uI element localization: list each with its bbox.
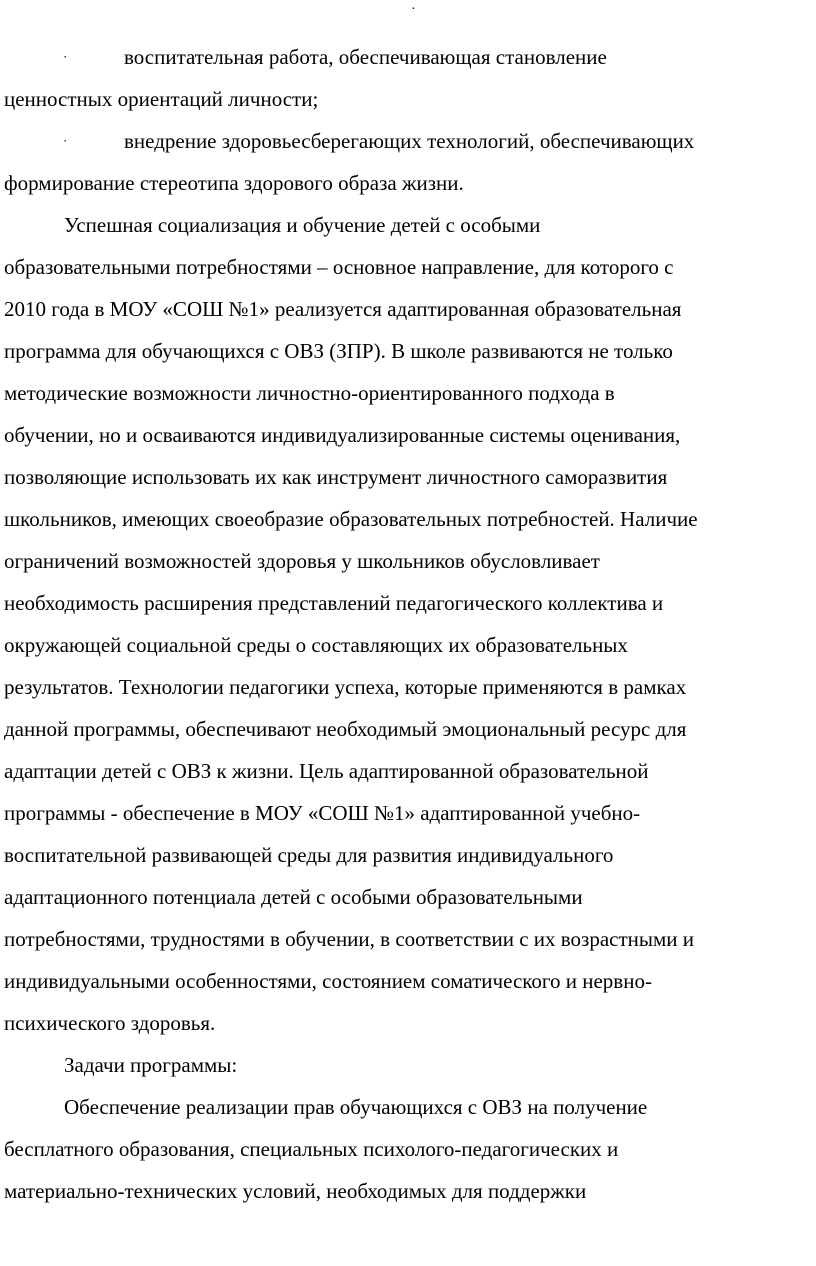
paragraph-line: Обеспечение реализации прав обучающихся с ОВЗ на получение <box>64 1095 648 1119</box>
bullet-item-text: внедрение здоровьесберегающих технологий, обеспечивающих <box>124 129 695 153</box>
paragraph-line: потребностями, трудностями в обучении, в соответствии с их возрастными и <box>4 927 695 951</box>
paragraph-line: бесплатного образования, специальных психолого-педагогических и <box>4 1137 619 1161</box>
paragraph-line: данной программы, обеспечивают необходимый эмоциональный ресурс для <box>4 717 687 741</box>
bullet-item-continuation: формирование стереотипа здорового образа жизни. <box>4 171 464 195</box>
bullet-item-text: воспитательная работа, обеспечивающая становление <box>124 45 607 69</box>
paragraph-line: окружающей социальной среды о составляющих их образовательных <box>4 633 628 657</box>
paragraph-line: позволяющие использовать их как инструмент личностного саморазвития <box>4 465 668 489</box>
paragraph-line: результатов. Технологии педагогики успеха, которые применяются в рамках <box>4 675 687 699</box>
paragraph-line: 2010 года в МОУ «СОШ №1» реализуется адаптированная образовательная <box>4 297 682 321</box>
paragraph-line: индивидуальными особенностями, состоянием соматического и нервно- <box>4 969 652 993</box>
paragraph-line: обучении, но и осваиваются индивидуализированные системы оценивания, <box>4 423 681 447</box>
paragraph-line: программа для обучающихся с ОВЗ (ЗПР). В школе развиваются не только <box>4 339 673 363</box>
paragraph-line: воспитательной развивающей среды для развития индивидуального <box>4 843 614 867</box>
paragraph-line: адаптационного потенциала детей с особыми образовательными <box>4 885 583 909</box>
paragraph-line: психического здоровья. <box>4 1011 216 1035</box>
bullet-item-continuation: ценностных ориентаций личности; <box>4 87 319 111</box>
paragraph-line: ограничений возможностей здоровья у школьников обусловливает <box>4 549 600 573</box>
bullet-mark: · <box>63 133 68 148</box>
top-mark: · <box>411 2 416 17</box>
paragraph-line: Успешная социализация и обучение детей с особыми <box>64 213 541 237</box>
paragraph-line: методические возможности личностно-ориентированного подхода в <box>4 381 615 405</box>
paragraph-line: материально-технических условий, необходимых для поддержки <box>4 1179 587 1203</box>
paragraph-line: школьников, имеющих своеобразие образовательных потребностей. Наличие <box>4 507 698 531</box>
paragraph-line: адаптации детей с ОВЗ к жизни. Цель адаптированной образовательной <box>4 759 649 783</box>
bullet-mark: · <box>63 49 68 64</box>
tasks-heading: Задачи программы: <box>64 1053 238 1077</box>
paragraph-line: необходимость расширения представлений педагогического коллектива и <box>4 591 664 615</box>
paragraph-line: образовательными потребностями – основное направление, для которого с <box>4 255 674 279</box>
paragraph-line: программы - обеспечение в МОУ «СОШ №1» адаптированной учебно- <box>4 801 641 825</box>
